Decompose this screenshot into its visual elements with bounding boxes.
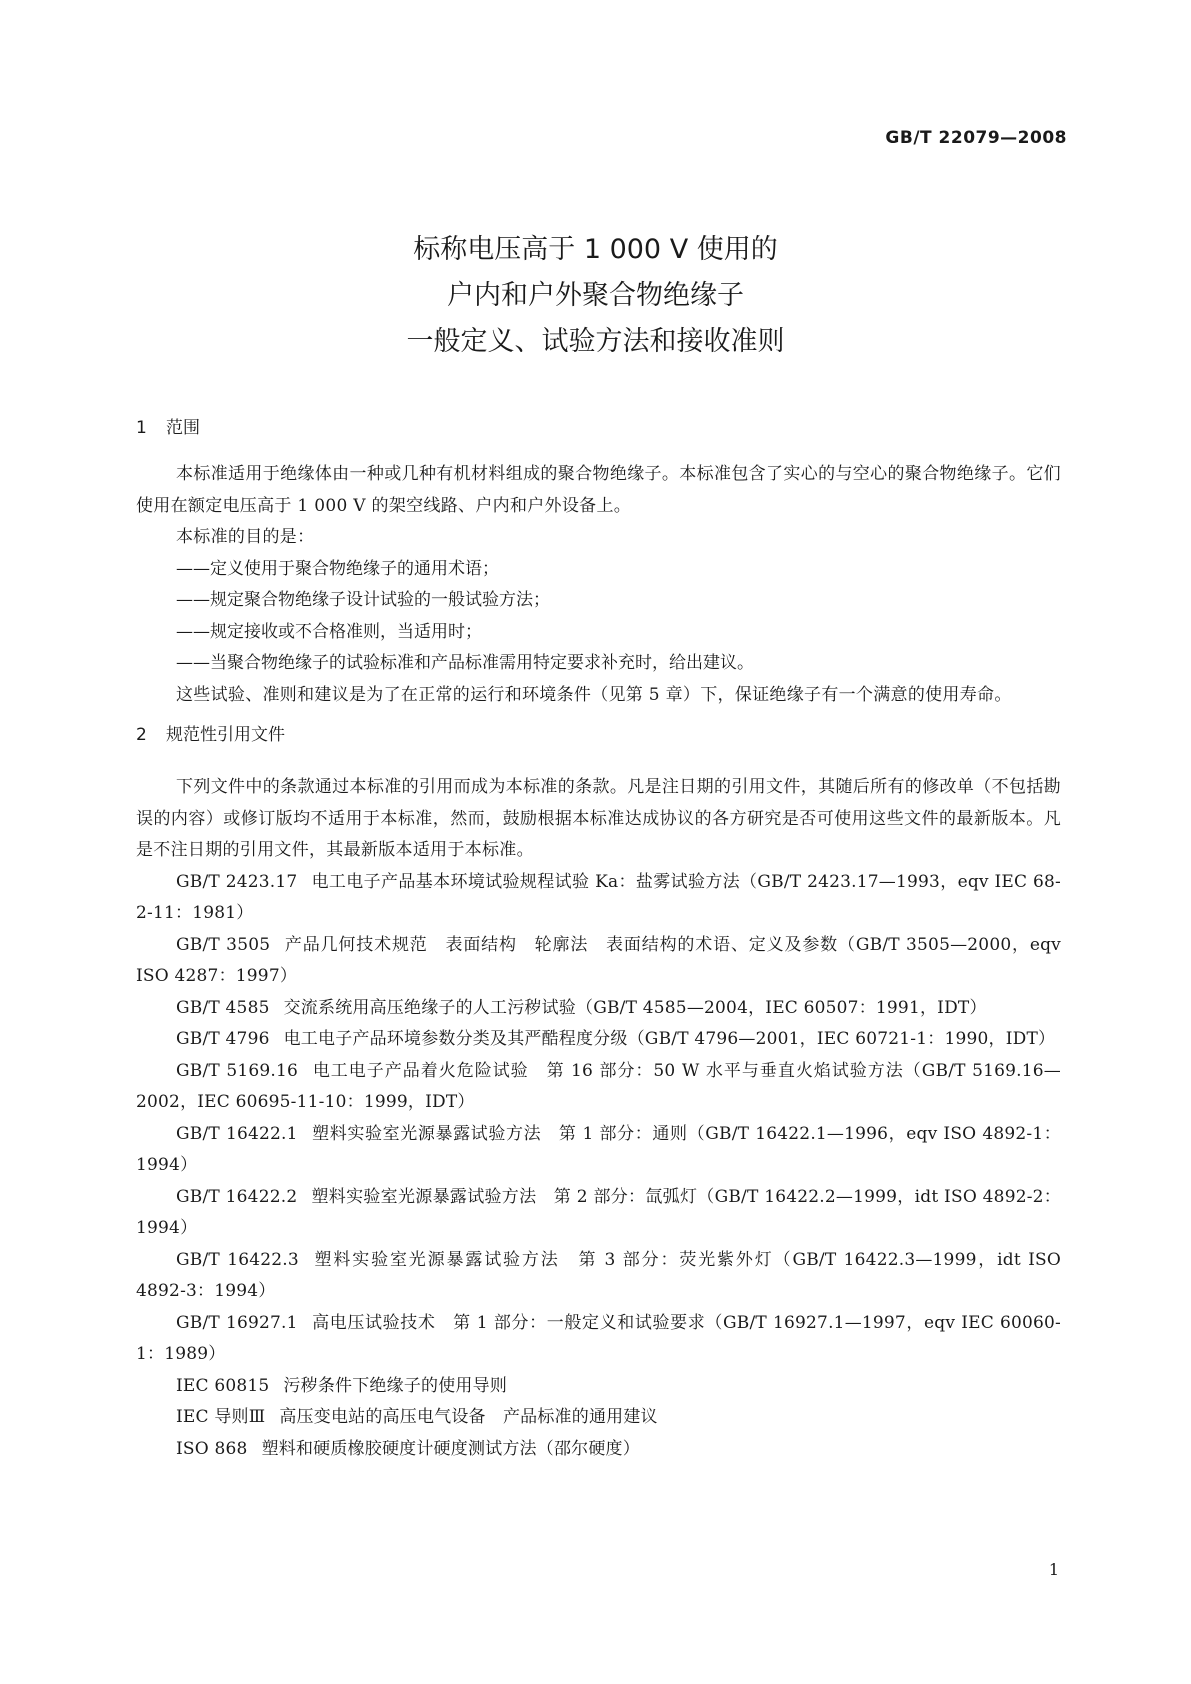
reference-entry [136,1434,1061,1466]
reference-code: GB/T 3505 [176,934,271,955]
reference-title: 污秽条件下绝缘子的使用导则 [283,1375,508,1396]
title-line-1: 标称电压高于 1 000 V 使用的 [413,234,778,265]
reference-entry [136,1371,1061,1403]
reference-entry [136,1245,1061,1308]
reference-title: 高压变电站的高压电气设备 产品标准的通用建议 [279,1407,658,1427]
reference-entry [136,1402,1061,1434]
reference-entry [136,1182,1061,1245]
reference-title: 塑料实验室光源暴露试验方法 第 3 部分：荧光紫外灯（GB/T 16422.3—1999，idt ISO 4892-3：1994） [136,1249,1062,1301]
section-2-heading [136,720,1061,750]
scope-paragraph: 本标准适用于绝缘体由一种或几种有机材料组成的聚合物绝缘子。本标准包含了实心的与空心的聚合物绝缘子。它们使用在额定电压高于 1 000 V 的架空线路、户内和户外设备上。 [136,464,1061,516]
document-title [0,227,1191,365]
section-number: 2 [136,725,147,745]
reference-entry [136,867,1061,930]
reference-entry [136,1308,1061,1371]
title-line-2: 户内和户外聚合物绝缘子 [447,280,744,311]
document-body [136,413,1061,1465]
reference-entry [136,1056,1061,1119]
reference-title: 产品几何技术规范 表面结构 轮廓法 表面结构的术语、定义及参数（GB/T 3505—2000，eqv ISO 4287：1997） [136,934,1061,986]
reference-title: 电工电子产品环境参数分类及其严酷程度分级（GB/T 4796—2001，IEC 60721-1：1990，IDT） [283,1029,1056,1049]
reference-entry [136,930,1061,993]
reference-title: 高电压试验技术 第 1 部分：一般定义和试验要求（GB/T 16927.1—1997，eqv IEC 60060-1：1989） [136,1312,1061,1364]
reference-code: GB/T 16422.2 [176,1186,298,1207]
reference-title: 交流系统用高压绝缘子的人工污秽试验（GB/T 4585—2004，IEC 60507：1991，IDT） [283,997,987,1018]
reference-entry [136,1119,1061,1182]
reference-code: GB/T 4585 [176,997,270,1018]
reference-code: GB/T 4796 [176,1029,270,1049]
title-line-3: 一般定义、试验方法和接收准则 [406,326,785,357]
section-number: 1 [136,418,147,438]
reference-code: IEC 60815 [176,1375,270,1396]
purpose-item: ——规定接收或不合格准则，当适用时； [176,621,482,642]
reference-code: GB/T 16422.1 [176,1123,298,1144]
reference-code: GB/T 5169.16 [176,1060,299,1081]
reference-title: 塑料实验室光源暴露试验方法 第 2 部分：氙弧灯（GB/T 16422.2—1999，idt ISO 4892-2：1994） [136,1186,1061,1238]
reference-code: GB/T 16422.3 [176,1249,299,1270]
reference-code: GB/T 2423.17 [176,871,298,892]
purpose-intro: 本标准的目的是： [176,527,315,547]
purpose-item: ——定义使用于聚合物绝缘子的通用术语； [176,558,499,579]
reference-title: 电工电子产品着火危险试验 第 16 部分：50 W 水平与垂直火焰试验方法（GB/T 5169.16—2002，IEC 60695-11-10：1999，IDT） [136,1060,1061,1112]
reference-code: GB/T 16927.1 [176,1312,298,1333]
purpose-item: ——当聚合物绝缘子的试验标准和产品标准需用特定要求补充时，给出建议。 [176,653,754,673]
section-title: 范围 [166,418,200,438]
reference-title: 电工电子产品基本环境试验规程试验 Ka：盐雾试验方法（GB/T 2423.17—1993，eqv IEC 68-2-11：1981） [136,871,1061,923]
section-title: 规范性引用文件 [166,725,285,745]
standard-code: GB/T 22079—2008 [885,128,1067,148]
service-life-paragraph: 这些试验、准则和建议是为了在正常的运行和环境条件（见第 5 章）下，保证绝缘子有一个满意的使用寿命。 [176,684,1012,705]
references-intro: 下列文件中的条款通过本标准的引用而成为本标准的条款。凡是注日期的引用文件，其随后所有的修改单（不包括勘误的内容）或修订版均不适用于本标准，然而，鼓励根据本标准达成协议的各方研究是否可使用这些文件的最新版本。凡是不注日期的引用文件，其最新版本适用于本标准。 [136,777,1061,860]
reference-entry [136,1024,1061,1056]
page-number: 1 [1048,1560,1059,1579]
reference-title: 塑料和硬质橡胶硬度计硬度测试方法（邵尔硬度） [261,1438,640,1459]
reference-code: ISO 868 [176,1438,248,1459]
reference-code: IEC 导则Ⅲ [176,1407,266,1427]
section-1-heading [136,413,1061,443]
reference-entry [136,993,1061,1025]
reference-title: 塑料实验室光源暴露试验方法 第 1 部分：通则（GB/T 16422.1—1996，eqv ISO 4892-1：1994） [136,1123,1061,1175]
purpose-item: ——规定聚合物绝缘子设计试验的一般试验方法； [176,590,550,610]
